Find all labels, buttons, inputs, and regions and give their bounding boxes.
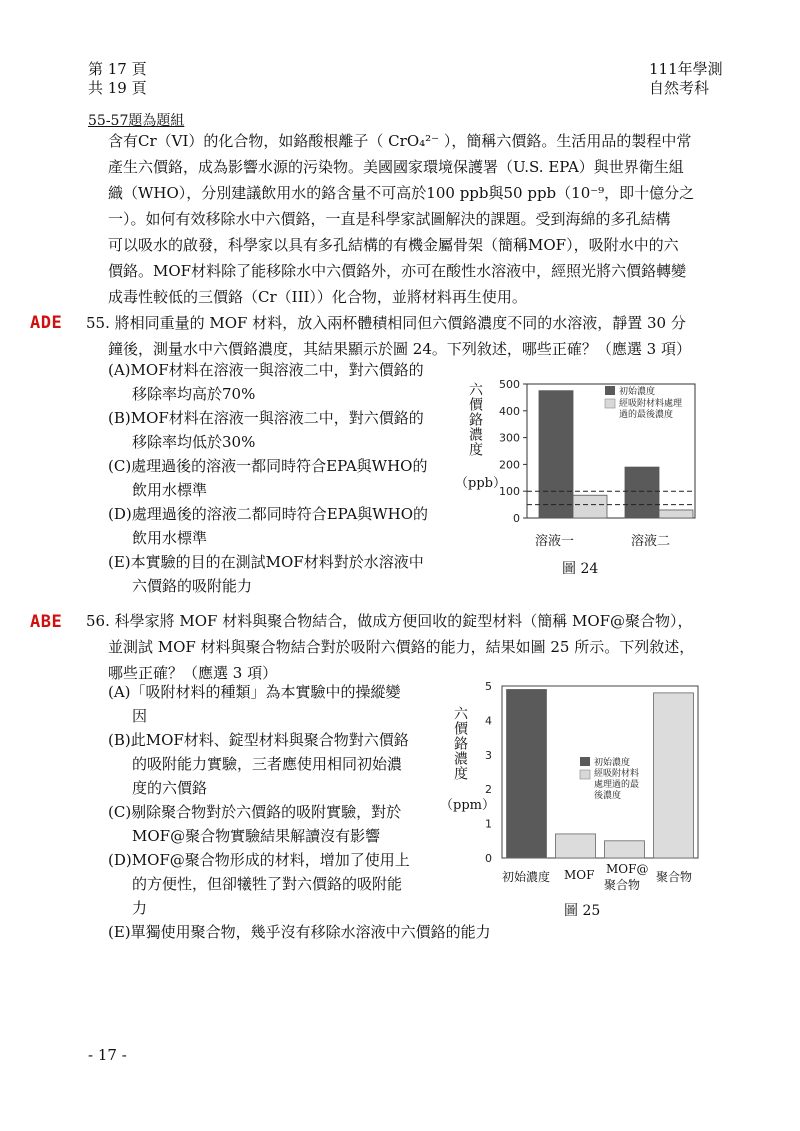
exam-name: 111年學測 — [649, 60, 723, 78]
intro-line: 織（WHO），分別建議飲用水的鉻含量不可高於100 ppb與50 ppb（10⁻⁹，即十億分之 — [108, 184, 695, 202]
stem-line: 並測試 MOF 材料與聚合物結合對於吸附六價鉻的能力，結果如圖 25 所示。下列敘述， — [108, 638, 695, 656]
option-e-cont: 六價鉻的吸附能力 — [132, 577, 253, 595]
option-d-cont: 力 — [132, 899, 148, 917]
fig24-chart — [455, 378, 715, 578]
subject-name: 自然考科 — [649, 79, 710, 97]
intro-line: 成毒性較低的三價鉻（Cr（III））化合物，並將材料再生使用。 — [108, 288, 527, 306]
intro-line: 一）。如何有效移除水中六價鉻，一直是科學家試圖解決的課題。受到海綿的多孔結構 — [108, 210, 671, 228]
fig24-y-tick-label: 500 — [499, 378, 520, 391]
option-c-cont: MOF@聚合物實驗結果解讀沒有影響 — [132, 827, 381, 845]
fig25-ylabel: 六價鉻濃度 — [452, 706, 468, 781]
fig25-xlabel-3b: 聚合物 — [604, 878, 641, 892]
fig25-caption: 圖 25 — [564, 903, 601, 919]
fig25-y-tick-label: 5 — [485, 682, 492, 693]
q56-stem — [86, 608, 736, 686]
fig24-xlabel-1: 溶液一 — [535, 534, 575, 549]
fig24-y-tick-label: 100 — [499, 485, 520, 499]
fig25-y-tick-label: 2 — [485, 783, 492, 797]
fig24-bar — [659, 510, 693, 518]
option-a-cont: 移除率均高於70% — [132, 385, 256, 403]
fig25-bar — [605, 841, 645, 858]
fig25-bar — [507, 689, 547, 858]
fig25-bar — [556, 834, 596, 858]
q55-answer-mark: ADE — [30, 313, 63, 333]
fig24-bar — [539, 391, 573, 518]
fig25-y-tick-label: 4 — [485, 714, 492, 728]
fig25-ylabel-unit: （ppm） — [440, 798, 495, 813]
option-e: (E)本實驗的目的在測試MOF材料對於水溶液中 — [108, 553, 424, 571]
stem-line: 哪些正確？（應選 3 項） — [108, 664, 278, 682]
option-c: (C)剔除聚合物對於六價鉻的吸附實驗，對於 — [108, 803, 402, 821]
stem-line: 56. 科學家將 MOF 材料與聚合物結合，做成方便回收的錠型材料（簡稱 MOF@聚合物）， — [86, 612, 693, 630]
option-d: (D)MOF@聚合物形成的材料，增加了使用上 — [108, 851, 410, 869]
fig24-legend-label: 經吸附材料處理 — [619, 399, 683, 409]
fig24-bar — [573, 495, 607, 518]
intro-line: 價鉻。MOF材料除了能移除水中六價鉻外，亦可在酸性水溶液中，經照光將六價鉻轉變 — [108, 262, 687, 280]
q55-stem — [86, 310, 726, 362]
fig24-y-tick-label: 0 — [513, 512, 520, 525]
total-pages: 共 19 頁 — [88, 79, 147, 97]
fig25-y-tick-label: 3 — [485, 748, 492, 762]
option-b-cont: 移除率均低於30% — [132, 433, 256, 451]
group-title: 55-57題為題組 — [88, 113, 185, 129]
fig25-legend-label: 經吸附材料 — [594, 769, 640, 779]
option-d: (D)處理過後的溶液二都同時符合EPA與WHO的 — [108, 505, 429, 523]
option-b-cont: 度的六價鉻 — [132, 779, 208, 797]
fig24-xlabel-2: 溶液二 — [631, 534, 671, 549]
fig25-legend-label: 後濃度 — [594, 791, 622, 801]
option-a: (A)MOF材料在溶液一與溶液二中，對六價鉻的 — [108, 361, 424, 379]
fig25-xlabel-3a: MOF@ — [606, 862, 649, 876]
option-b: (B)MOF材料在溶液一與溶液二中，對六價鉻的 — [108, 409, 424, 427]
fig24-ylabel: 六價鉻濃度 — [467, 382, 483, 457]
fig24-caption: 圖 24 — [562, 561, 599, 577]
fig25-legend-swatch — [580, 770, 590, 779]
fig25-xlabel-4: 聚合物 — [656, 870, 693, 884]
q56-answer-mark: ABE — [30, 612, 63, 632]
figure-25 — [440, 682, 730, 922]
option-b-cont: 的吸附能力實驗，三者應使用相同初始濃 — [132, 755, 403, 773]
page-footer: - 17 - — [88, 1046, 127, 1064]
fig25-xlabel-2: MOF — [564, 868, 595, 882]
fig24-y-tick-label: 200 — [499, 458, 520, 472]
fig24-ylabel-unit: （ppb） — [455, 476, 506, 491]
stem-line: 55. 將相同重量的 MOF 材料，放入兩杯體積相同但六價鉻濃度不同的水溶液，靜置 30 分 — [86, 314, 686, 332]
option-e: (E)單獨使用聚合物，幾乎沒有移除水溶液中六價鉻的能力 — [108, 923, 491, 941]
fig25-legend-label: 處理過的最 — [594, 780, 640, 790]
intro-paragraph — [108, 128, 728, 310]
figure-24 — [455, 378, 715, 578]
fig25-y-tick-label: 1 — [485, 817, 492, 831]
fig24-bar — [625, 467, 659, 518]
intro-line: 含有Cr（VI）的化合物，如鉻酸根離子（ CrO₄²⁻ ），簡稱六價鉻。生活用品的製程中常 — [108, 132, 692, 150]
option-d-cont: 飲用水標準 — [132, 529, 208, 547]
option-a: (A)「吸附材料的種類」為本實驗中的操縱變 — [108, 683, 401, 701]
fig25-y-tick-label: 0 — [485, 852, 492, 865]
fig25-chart — [440, 682, 730, 922]
page-number: 第 17 頁 — [88, 60, 147, 78]
fig24-y-tick-label: 300 — [499, 431, 520, 445]
fig25-legend-label: 初始濃度 — [594, 758, 631, 768]
q55-options — [108, 358, 448, 598]
fig25-xlabel-1: 初始濃度 — [502, 870, 551, 884]
option-c: (C)處理過後的溶液一都同時符合EPA與WHO的 — [108, 457, 428, 475]
fig24-y-tick-label: 400 — [499, 404, 520, 418]
intro-line: 可以吸水的啟發，科學家以具有多孔結構的有機金屬骨架（簡稱MOF），吸附水中的六 — [108, 236, 679, 254]
fig25-legend-swatch — [580, 757, 590, 766]
q56-options — [108, 680, 448, 920]
option-d-cont: 的方便性，但卻犧牲了對六價鉻的吸附能 — [132, 875, 403, 893]
option-a-cont: 因 — [132, 707, 148, 725]
fig24-legend-swatch — [605, 399, 615, 408]
option-c-cont: 飲用水標準 — [132, 481, 208, 499]
fig24-legend-swatch — [605, 386, 615, 395]
fig24-legend-label: 初始濃度 — [619, 387, 656, 397]
intro-line: 產生六價鉻，成為影響水源的污染物。美國國家環境保護署（U.S. EPA）與世界衛生組 — [108, 158, 684, 176]
stem-line: 鐘後，測量水中六價鉻濃度，其結果顯示於圖 24。下列敘述，哪些正確？（應選 3 項） — [108, 340, 691, 358]
fig24-legend-label: 過的最後濃度 — [619, 410, 674, 420]
option-b: (B)此MOF材料、錠型材料與聚合物對六價鉻 — [108, 731, 409, 749]
fig25-bar — [654, 693, 694, 858]
